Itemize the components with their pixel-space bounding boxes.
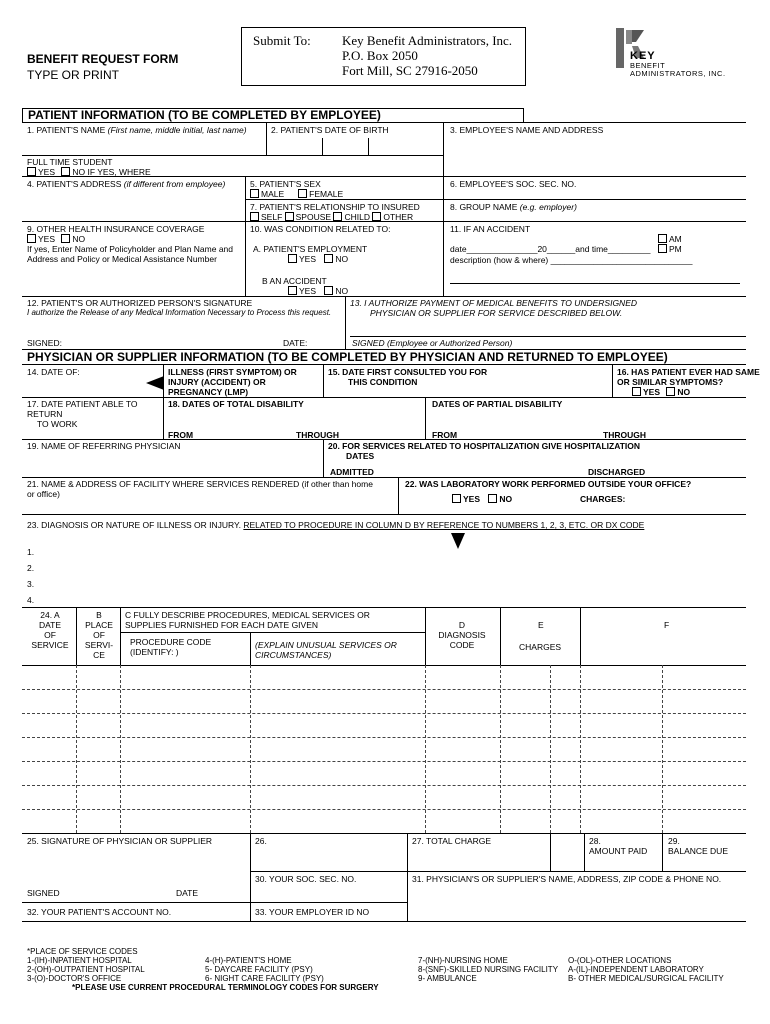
col-e-header: E [538, 620, 544, 630]
codes-col4-2: A-(IL)-INDEPENDENT LABORATORY [568, 965, 704, 974]
field-14-illness: ILLNESS (FIRST SYMPTOM) OR [168, 367, 297, 377]
explain-label-1: (EXPLAIN UNUSUAL SERVICES OR [255, 640, 397, 650]
field-14-pregnancy: PREGNANCY (LMP) [168, 387, 249, 397]
amount-paid-label: AMOUNT PAID [589, 846, 648, 856]
key-logo [616, 28, 736, 78]
codes-col4-1: O-(OL)-OTHER LOCATIONS [568, 956, 672, 965]
field-13-line2: PHYSICIAN OR SUPPLIER FOR SERVICE DESCRIBED BELOW. [370, 308, 623, 318]
date-label: DATE: [283, 338, 308, 348]
diagnosis-4: 4. [27, 595, 35, 605]
field-12-note: I authorize the Release of any Medical Information Necessary to Process this request. [27, 308, 332, 317]
submit-label: Submit To: [253, 33, 311, 48]
field-32-label: 32. YOUR PATIENT'S ACCOUNT NO. [27, 907, 172, 917]
footer-date-label: DATE [176, 888, 199, 898]
field-8-label: 8. GROUP NAME (e.g. employer) [450, 202, 577, 212]
field-12-label: 12. PATIENT'S OR AUTHORIZED PERSON'S SIGNATURE [27, 298, 253, 308]
field-10b-label: B AN ACCIDENT [262, 276, 327, 286]
field-28-label: 28. [589, 836, 601, 846]
codes-col2-2: 5- DAYCARE FACILITY (PSY) [205, 965, 313, 974]
signed-label: SIGNED: [27, 338, 62, 348]
col-c-header-2: SUPPLIES FURNISHED FOR EACH DATE GIVEN [125, 620, 319, 630]
logo-word: KEY [630, 50, 656, 62]
partial-disability-label: DATES OF PARTIAL DISABILITY [432, 399, 563, 409]
codes-col3-2: 8-(SNF)-SKILLED NURSING FACILITY [418, 965, 559, 974]
address-line-3: Fort Mill, SC 27916-2050 [342, 63, 478, 78]
full-time-student-label: FULL TIME STUDENT [27, 157, 113, 167]
field-31-label: 31. PHYSICIAN'S OR SUPPLIER'S NAME, ADDRESS, ZIP CODE & PHONE NO. [412, 874, 722, 884]
codes-col2-1: 4-(H)-PATIENT'S HOME [205, 956, 292, 965]
field-23-label: 23. DIAGNOSIS OR NATURE OF ILLNESS OR INJURY. RELATED TO PROCEDURE IN COLUMN D BY REFERENCE TO NUMBERS 1, 2, 3, ETC. OR DX CODE [27, 520, 645, 530]
coverage-options[interactable]: YES NO [27, 234, 85, 244]
codes-col2-3: 6- NIGHT CARE FACILITY (PSY) [205, 974, 324, 983]
field-20-line2: DATES [346, 451, 375, 461]
col-e-charges: CHARGES [519, 642, 562, 652]
field-17-label: 17. DATE PATIENT ABLE TO [27, 399, 138, 409]
col-d-header: D DIAGNOSIS CODE [438, 620, 486, 650]
diagnosis-2: 2. [27, 563, 35, 573]
relationship-options[interactable]: SELF SPOUSE CHILD OTHER [250, 212, 413, 222]
identify-label: (IDENTIFY: ) [130, 647, 179, 657]
signed-employee-label: SIGNED (Employee or Authorized Person) [352, 338, 513, 348]
am-option[interactable]: AM [658, 234, 682, 244]
address-line-1: Key Benefit Administrators, Inc. [342, 33, 513, 48]
field-9-label: 9. OTHER HEALTH INSURANCE COVERAGE [27, 224, 205, 234]
field-13-label: 13. I AUTHORIZE PAYMENT OF MEDICAL BENEFITS TO UNDERSIGNED [350, 298, 637, 308]
field-25-label: 25. SIGNATURE OF PHYSICIAN OR SUPPLIER [27, 836, 212, 846]
accident-date-line: date_______________20______and time_________ [450, 244, 651, 254]
field-30-label: 30. YOUR SOC. SEC. NO. [255, 874, 357, 884]
col-a-header: 24. A DATE OF SERVICE [31, 610, 69, 650]
field-21-label: 21. NAME & ADDRESS OF FACILITY WHERE SERVICES RENDERED (if other than home [27, 479, 373, 489]
field-27-label: 27. TOTAL CHARGE [412, 836, 492, 846]
field-22-label: 22. WAS LABORATORY WORK PERFORMED OUTSIDE YOUR OFFICE? [405, 479, 692, 489]
footer-signed-label: SIGNED [27, 888, 60, 898]
logo-line-2: ADMINISTRATORS, INC. [630, 69, 726, 78]
codes-title: *PLACE OF SERVICE CODES [27, 947, 138, 956]
field-14-label: 14. DATE OF: [27, 367, 80, 377]
codes-col1-2: 2-(OH)-OUTPATIENT HOSPITAL [27, 965, 145, 974]
field-4-label: 4. PATIENT'S ADDRESS (if different from employee) [27, 179, 226, 189]
col-f-header: F [664, 620, 670, 630]
field-6-label: 6. EMPLOYEE'S SOC. SEC. NO. [450, 179, 577, 189]
lab-work-options[interactable]: YES NO [452, 494, 512, 504]
arrow-down-icon [451, 533, 465, 549]
lab-charges-label: CHARGES: [580, 494, 626, 504]
codes-col1-1: 1-(IH)-INPATIENT HOSPITAL [27, 956, 132, 965]
field-18-label: 18. DATES OF TOTAL DISABILITY [168, 399, 304, 409]
field-16-line2: OR SIMILAR SYMPTOMS? [617, 377, 724, 387]
accident-description-line: description (how & where) ______________________________ [450, 255, 693, 265]
diagnosis-3: 3. [27, 579, 35, 589]
field-11-label: 11. IF AN ACCIDENT [450, 224, 531, 234]
field-10a-label: A. PATIENT'S EMPLOYMENT [253, 244, 368, 254]
discharged-label: DISCHARGED [588, 467, 646, 477]
logo-line-1: BENEFIT [630, 61, 666, 70]
field-7-label: 7. PATIENT'S RELATIONSHIP TO INSURED [250, 202, 420, 212]
field-14-injury: INJURY (ACCIDENT) OR [168, 377, 266, 387]
arrow-left-icon [146, 376, 164, 390]
address-line-2: P.O. Box 2050 [342, 48, 418, 63]
field-9-note: If yes, Enter Name of Policyholder and Plan Name and Address and Policy or Medical Assistance Number [27, 244, 233, 264]
field-17-line2: RETURN [27, 409, 63, 419]
total-through-label: THROUGH [296, 430, 339, 440]
codes-col1-3: 3-(O)-DOCTOR'S OFFICE [27, 974, 122, 983]
field-15-label: 15. DATE FIRST CONSULTED YOU FOR [328, 367, 488, 377]
form-subtitle: TYPE OR PRINT [27, 68, 120, 82]
field-20-label: 20. FOR SERVICES RELATED TO HOSPITALIZATION GIVE HOSPITALIZATION [328, 441, 641, 451]
field-29-label: 29. [668, 836, 680, 846]
accident-options[interactable]: YES NO [288, 286, 348, 296]
admitted-label: ADMITTED [330, 467, 374, 477]
codes-col4-3: B- OTHER MEDICAL/SURGICAL FACILITY [568, 974, 724, 983]
partial-through-label: THROUGH [603, 430, 646, 440]
patient-section-title: PATIENT INFORMATION (TO BE COMPLETED BY EMPLOYEE) [28, 108, 381, 122]
similar-symptoms-options[interactable]: YES NO [632, 387, 690, 397]
partial-from-label: FROM [432, 430, 458, 440]
field-10-label: 10. WAS CONDITION RELATED TO: [250, 224, 391, 234]
field-21-line2: or office) [27, 489, 60, 499]
codes-col3-1: 7-(NH)-NURSING HOME [418, 956, 508, 965]
field-17-line3: TO WORK [37, 419, 78, 429]
field-33-label: 33. YOUR EMPLOYER ID NO [255, 907, 370, 917]
form-title: BENEFIT REQUEST FORM [27, 52, 179, 66]
codes-col3-3: 9- AMBULANCE [418, 974, 477, 983]
explain-label-2: CIRCUMSTANCES) [255, 650, 332, 660]
diagnosis-1: 1. [27, 547, 35, 557]
codes-note: *PLEASE USE CURRENT PROCEDURAL TERMINOLOGY CODES FOR SURGERY [72, 983, 379, 992]
field-19-label: 19. NAME OF REFERRING PHYSICIAN [27, 441, 181, 451]
procedure-code-label: PROCEDURE CODE [130, 637, 212, 647]
student-options[interactable]: YES NO IF YES, WHERE [27, 167, 151, 177]
employment-options[interactable]: YES NO [288, 254, 348, 264]
col-b-header: B PLACE OF SERVI- CE [84, 610, 114, 660]
balance-due-label: BALANCE DUE [668, 846, 728, 856]
col-c-header-1: C FULLY DESCRIBE PROCEDURES, MEDICAL SERVICES OR [125, 610, 370, 620]
field-1-label: 1. PATIENT'S NAME (First name, middle initial, last name) [27, 125, 247, 135]
total-from-label: FROM [168, 430, 194, 440]
field-16-label: 16. HAS PATIENT EVER HAD SAME [617, 367, 760, 377]
field-5-label: 5. PATIENT'S SEX [250, 179, 321, 189]
sex-options[interactable]: MALE FEMALE [250, 189, 343, 199]
field-2-label: 2. PATIENT'S DATE OF BIRTH [271, 125, 389, 135]
pm-option[interactable]: PM [658, 244, 682, 254]
field-15-line2: THIS CONDITION [348, 377, 418, 387]
field-26-label: 26. [255, 836, 267, 846]
physician-section-title: PHYSICIAN OR SUPPLIER INFORMATION (TO BE COMPLETED BY PHYSICIAN AND RETURNED TO EMPLOYEE) [27, 350, 668, 364]
field-3-label: 3. EMPLOYEE'S NAME AND ADDRESS [450, 125, 604, 135]
